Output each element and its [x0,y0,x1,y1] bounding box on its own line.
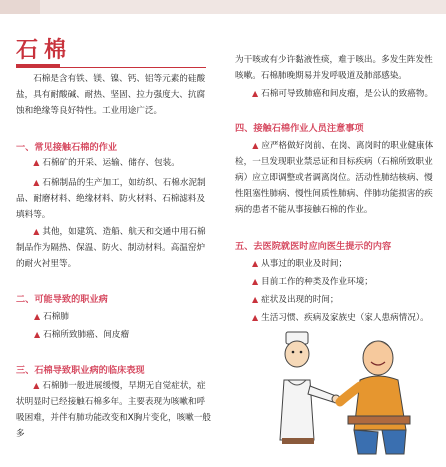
title-rule-accent [16,64,60,68]
section-2-item-2: ▲ 石棉所致肺癌、间皮瘤 [34,327,212,343]
section-heading-1: 一、常见接触石棉的作业 [16,142,118,153]
section-1-para-1: ▲ 石棉矿的开采、运输、储存、包装。 [16,155,212,171]
section-5-item-2: ▲ 目前工作的种类及作业环境； [252,274,434,290]
patient-figure [340,341,410,454]
right-continued-text: 为干咳或有少许黏液性痰，难于咳出。多发生阵发性咳嗽。石棉肺晚期易并发呼吸道及肺部感染。 [235,55,433,81]
top-band-stripe [0,0,40,14]
section-heading-2: 二、可能导致的职业病 [16,294,108,305]
section-1-para-2: ▲ 石棉制品的生产加工，如纺织、石棉水泥制品、耐磨材料、绝缘材料、防火材料、石棉滤料及填料等。 [16,175,212,223]
section-1-para-3: ▲ 其他，如建筑、造船、航天和交通中用石棉制品作为隔热、保温、防火、制动材料。高温窑炉的耐火衬里等。 [16,224,212,272]
right-bullet-carcinogen: ▲ 石棉可导致肺癌和间皮瘤，是公认的致癌物。 [252,86,434,102]
section-5-item-4: ▲ 生活习惯、疾病及家族史（家人患病情况）。 [252,310,434,326]
section-heading-4: 四、接触石棉作业人员注意事项 [235,123,364,134]
section-2-item-1: ▲ 石棉肺 [34,309,212,325]
title-block [16,38,206,64]
top-band [0,0,446,14]
doctor-figure [280,332,340,444]
section-heading-5: 五、去医院就医时应向医生提示的内容 [235,241,392,252]
section-5-item-3: ▲ 症状及出现的时间； [252,292,434,308]
page-title: 石棉 [16,38,73,63]
section-3-para-1: ▲ 石棉肺一般进展缓慢，早期无自觉症状，症状明显时已经接触石棉多年。主要表现为咳嗽和呼吸困难，并伴有肺功能改变和X胸片变化，咳嗽一般多 [16,378,212,442]
section-4-para-1: ▲ 应严格做好岗前、在岗、离岗时的职业健康体检，一旦发现职业禁忌证和目标疾病（石棉所致职业病）应立即调整或者调离岗位。活动性肺结核病、慢性阻塞性肺病、慢性间质性肺病、伴肺功能损害的疾病的患者不能从事接触石棉的作业。 [235,138,434,218]
intro-paragraph: 石棉是含有铁、镁、镍、钙、铝等元素的硅酸盐，具有耐酸碱、耐热、坚固、拉力强度大、抗腐蚀和绝缘等良好特性。工业用途广泛。 [16,74,206,116]
section-heading-3: 三、石棉导致职业病的临床表现 [16,365,145,376]
doctor-patient-illustration [278,320,428,460]
section-5-item-1: ▲ 从事过的职业及时间； [252,256,434,272]
